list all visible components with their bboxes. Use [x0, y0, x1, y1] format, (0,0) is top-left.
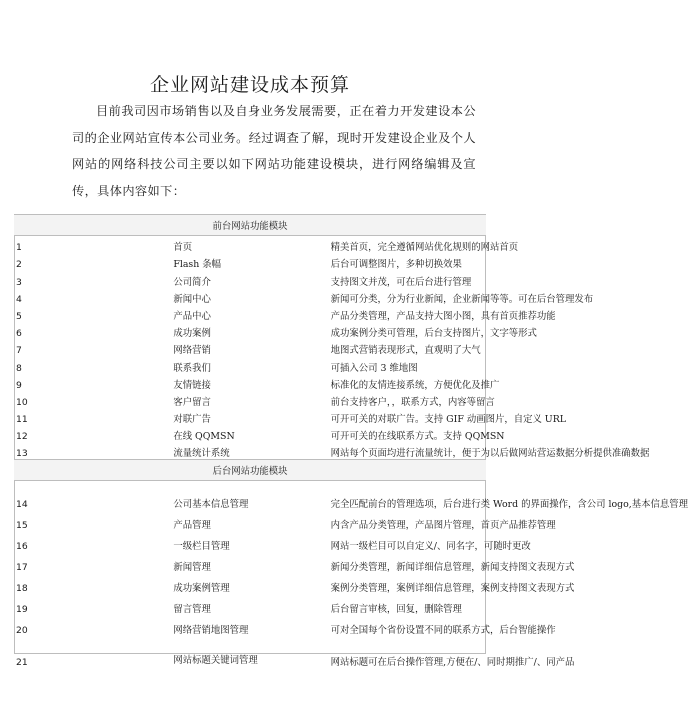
module-name: 网络营销地图管理 [173, 625, 249, 637]
row-number: 17 [16, 562, 28, 574]
module-description: 后台留言审核，回复，删除管理 [330, 604, 462, 616]
row-number: 18 [16, 583, 28, 595]
module-description: 新闻分类管理，新闻详细信息管理，新闻支持图文表现方式 [330, 562, 575, 574]
module-description: 产品分类管理，产品支持大图小图，具有首页推荐功能 [330, 310, 556, 322]
module-description: 网站标题可在后台操作管理,方便在/、同时期推广/、同产品 [330, 657, 575, 669]
table-row [14, 236, 486, 254]
row-number: 15 [16, 520, 28, 532]
module-name: 成功案例管理 [173, 583, 230, 595]
module-description: 地图式营销表现形式，直观明了大气 [330, 345, 481, 357]
table-row [14, 510, 486, 531]
row-number: 5 [16, 310, 22, 322]
module-description: 成功案例分类可管理，后台支持图片，文字等形式 [330, 328, 537, 340]
row-number: 8 [16, 362, 22, 374]
module-name: 流量统计系统 [173, 448, 230, 460]
table-row [14, 356, 486, 373]
module-description: 网站一级栏目可以自定义/、同名字，可随时更改 [330, 541, 531, 553]
row-number: 11 [16, 414, 28, 426]
module-name: 联系我们 [173, 362, 211, 374]
module-description: 精美首页，完全遵循网站优化规则的网站首页 [330, 242, 519, 254]
table-row [14, 442, 486, 460]
module-description: 网站每个页面均进行流量统计，便于为以后做网站营运数据分析提供准确数据 [330, 448, 650, 460]
document-title: 企业网站建设成本预算 [149, 74, 350, 96]
row-number: 21 [16, 657, 28, 669]
row-number: 6 [16, 328, 22, 340]
intro-paragraph: 目前我司因市场销售以及自身业务发展需要，正在着力开发建设本公司的企业网站宣传本公司业务。经过调查了解，现时开发建设企业及个人网站的网络科技公司主要以如下网站功能建设模块，进行网络编辑及宣传，具体内容如下： [72, 104, 476, 198]
module-name: 成功案例 [173, 328, 211, 340]
table-row [14, 270, 486, 287]
module-name: 网络营销 [173, 345, 211, 357]
module-description: 完全匹配前台的管理选项，后台进行类 Word 的界面操作，含公司 logo,基本信息管理 [330, 499, 688, 511]
module-description: 可开可关的对联广告。支持 GIF 动画图片，自定义 URL [330, 414, 566, 426]
module-name: 一级栏目管理 [173, 541, 230, 553]
table-row [14, 594, 486, 615]
table-row [14, 374, 486, 391]
row-number: 1 [16, 242, 22, 254]
table-row [14, 288, 486, 305]
table-row [14, 573, 486, 594]
module-name: Flash 条幅 [173, 259, 221, 271]
table-row [14, 552, 486, 573]
table-row [14, 339, 486, 356]
module-name: 新闻管理 [173, 562, 211, 574]
table-row [14, 391, 486, 408]
module-description: 支持图文并茂，可在后台进行管理 [330, 276, 472, 288]
module-name: 首页 [173, 242, 193, 254]
module-description: 案例分类管理，案例详细信息管理，案例支持图文表现方式 [330, 583, 575, 595]
module-description: 内含产品分类管理，产品图片管理，首页产品推荐管理 [330, 520, 556, 532]
table-row [14, 408, 486, 425]
module-name: 网站标题关键词管理 [173, 655, 258, 667]
row-number: 2 [16, 259, 22, 271]
module-name: 留言管理 [173, 604, 211, 616]
section-title-front: 前台网站功能模块 [14, 215, 486, 236]
module-description: 可对全国每个省份设置不同的联系方式，后台智能操作 [330, 625, 556, 637]
module-name: 客户留言 [173, 396, 211, 408]
module-name: 新闻中心 [173, 293, 211, 305]
module-description: 标准化的友情连接系统，方便优化及推广 [330, 379, 500, 391]
module-name: 公司简介 [173, 276, 211, 288]
module-name: 产品管理 [173, 520, 211, 532]
module-description: 可插入公司 3 维地图 [330, 362, 418, 374]
module-name: 公司基本信息管理 [173, 499, 249, 511]
row-number: 4 [16, 293, 22, 305]
module-description: 可开可关的在线联系方式。支持 QQMSN [330, 431, 505, 443]
spacer-cell [14, 481, 486, 490]
row-number: 12 [16, 431, 28, 443]
table-row [14, 636, 486, 668]
row-number: 9 [16, 379, 22, 391]
table-row [14, 425, 486, 442]
table-row [14, 305, 486, 322]
section-title-back: 后台网站功能模块 [14, 460, 486, 481]
row-number: 19 [16, 604, 28, 616]
table-row [14, 615, 486, 636]
module-description: 新闻可分类，分为行业新闻，企业新闻等等。可在后台管理发布 [330, 293, 594, 305]
row-number: 3 [16, 276, 22, 288]
row-number: 14 [16, 499, 28, 511]
module-description: 后台可调整图片，多种切换效果 [330, 259, 462, 271]
table-row [14, 322, 486, 339]
section-header-back [14, 460, 486, 481]
module-name: 友情链接 [173, 379, 211, 391]
row-number: 16 [16, 541, 28, 553]
section-spacer [14, 481, 486, 490]
row-number: 20 [16, 625, 28, 637]
section-header-front [14, 215, 486, 236]
module-name: 产品中心 [173, 310, 211, 322]
table-row [14, 531, 486, 552]
row-number: 13 [16, 448, 28, 460]
module-name: 在线 QQMSN [173, 431, 235, 443]
table-row [14, 489, 486, 510]
feature-table [14, 214, 688, 669]
module-description: 前台支持客户，，联系方式，内容等留言 [330, 396, 495, 408]
row-number: 10 [16, 396, 28, 408]
module-name: 对联广告 [173, 414, 211, 426]
row-number: 7 [16, 345, 22, 357]
table-row [14, 253, 486, 270]
